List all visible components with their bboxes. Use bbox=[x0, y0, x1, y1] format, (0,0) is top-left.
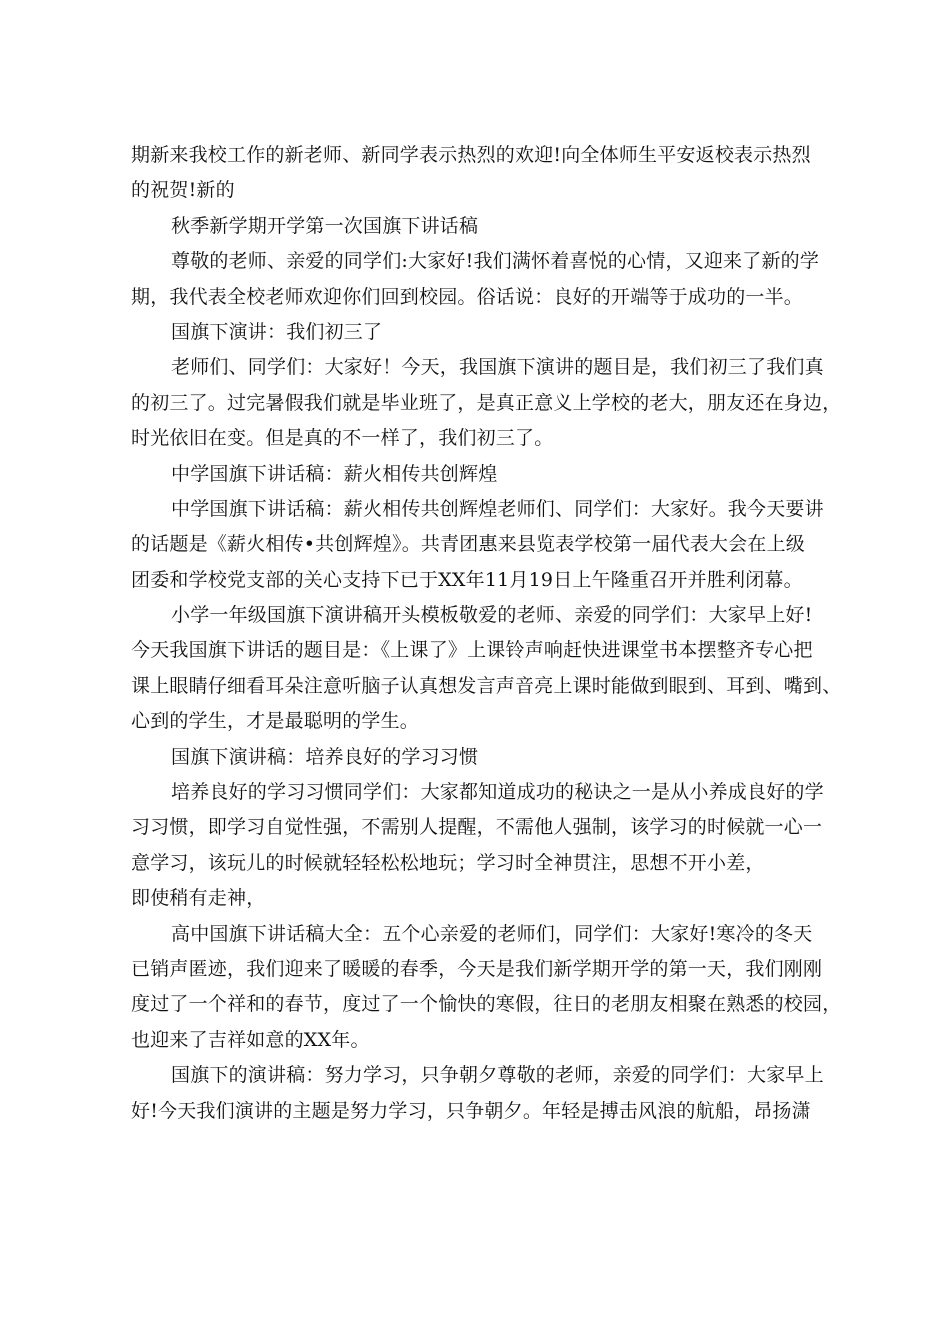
text-line: 好!今天我们演讲的主题是努力学习，只争朝夕。年轻是搏击风浪的航船，昂扬潇 bbox=[131, 1099, 811, 1122]
text-line: 时光依旧在变。但是真的不一样了，我们初三了。 bbox=[131, 427, 554, 450]
text-line: 意学习，该玩儿的时候就轻轻松松地玩；学习时全神贯注，思想不开小差， bbox=[131, 851, 765, 874]
text-line: 的话题是《薪火相传•共创辉煌》。共青团惠来县览表学校第一届代表大会在上级 bbox=[131, 533, 805, 556]
text-line: 也迎来了吉祥如意的XX年。 bbox=[131, 1028, 370, 1051]
text-line: 的祝贺!新的 bbox=[131, 179, 235, 202]
document-body bbox=[131, 138, 842, 1129]
text-line: 心到的学生，才是最聪明的学生。 bbox=[131, 710, 420, 733]
text-line: 今天我国旗下讲话的题目是：《上课了》上课铃声响赶快进课堂书本摆整齐专心把 bbox=[131, 639, 813, 662]
text-line: 团委和学校党支部的关心支持下已于XX年11月19日上午隆重召开并胜利闭幕。 bbox=[131, 568, 803, 591]
text-line: 国旗下演讲：我们初三了 bbox=[171, 320, 383, 343]
text-line: 期新来我校工作的新老师、新同学表示热烈的欢迎!向全体师生平安返校表示热烈 bbox=[131, 144, 811, 166]
text-line: 中学国旗下讲话稿：薪火相传共创辉煌 bbox=[171, 462, 498, 485]
text-line: 课上眼睛仔细看耳朵注意听脑子认真想发言声音亮上课时能做到眼到、耳到、嘴到、 bbox=[131, 674, 842, 697]
text-line: 的初三了。过完暑假我们就是毕业班了，是真正意义上学校的老大，朋友还在身边， bbox=[131, 391, 842, 414]
text-line: 老师们、同学们：大家好！今天，我国旗下演讲的题目是，我们初三了我们真 bbox=[171, 356, 824, 379]
text-line: 培养良好的学习习惯同学们：大家都知道成功的秘诀之一是从小养成良好的学 bbox=[171, 781, 824, 804]
text-line: 即使稍有走神， bbox=[131, 887, 266, 910]
text-line: 高中国旗下讲话稿大全：五个心亲爱的老师们，同学们：大家好!寒冷的冬天 bbox=[171, 922, 813, 945]
text-line: 尊敬的老师、亲爱的同学们:大家好!我们满怀着喜悦的心情，又迎来了新的学 bbox=[171, 250, 820, 273]
text-line: 习习惯，即学习自觉性强，不需别人提醒，不需他人强制，该学习的时候就一心一 bbox=[131, 816, 823, 839]
text-line: 小学一年级国旗下演讲稿开头模板敬爱的老师、亲爱的同学们：大家早上好! bbox=[171, 604, 813, 627]
text-line: 国旗下的演讲稿：努力学习，只争朝夕尊敬的老师，亲爱的同学们：大家早上 bbox=[171, 1064, 824, 1087]
text-line: 国旗下演讲稿：培养良好的学习习惯 bbox=[171, 745, 479, 768]
text-line: 秋季新学期开学第一次国旗下讲话稿 bbox=[171, 214, 479, 237]
text-line: 度过了一个祥和的春节，度过了一个愉快的寒假，往日的老朋友相聚在熟悉的校园， bbox=[131, 993, 842, 1016]
text-line: 中学国旗下讲话稿：薪火相传共创辉煌老师们、同学们：大家好。我今天要讲 bbox=[171, 497, 824, 520]
text-line: 已销声匿迹，我们迎来了暖暖的春季，今天是我们新学期开学的第一天，我们刚刚 bbox=[131, 957, 823, 980]
text-line: 期，我代表全校老师欢迎你们回到校园。俗话说：良好的开端等于成功的一半。 bbox=[131, 285, 804, 308]
